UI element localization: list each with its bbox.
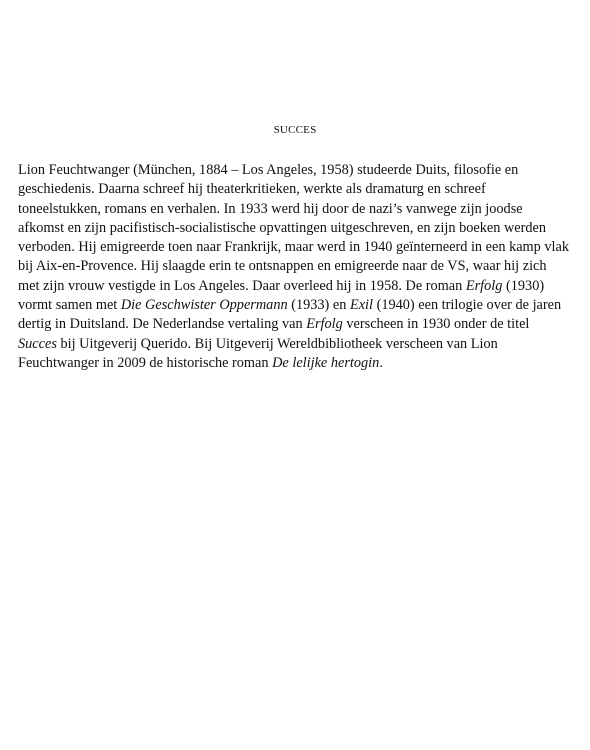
bio-text: (1930) vormt samen met — [18, 277, 545, 314]
book-title-erfolg-2: Erfolg — [306, 316, 343, 333]
author-biography — [18, 161, 570, 373]
book-title-geschwister-oppermann: Die Geschwister Oppermann — [120, 297, 288, 314]
bio-text: Lion Feuchtwanger (München, 1884 – Los Angeles, 1958) studeerde Duits, filosofie en geschiedenis. Daarna schreef hij theaterkritieken, werkte als dramaturg en schreef toneelstukken, romans en verhalen. In 1933 werd hij door de nazi’s vanwege zijn joodse afkomst en zijn pacifistisch-socialistische opvattingen uitgeschreven, en zijn boeken werden verboden. Hij emigreerde toen naar Frankrijk, maar werd in 1940 geïnterneerd in een kamp vlak bij Aix-en-Provence. Hij slaagde erin te ontsnappen en emigreerde naar de VS, waar hij zich met zijn vrouw vestigde in Los Angeles. Daar overleed hij in 1958. De roman — [18, 162, 570, 294]
book-title-succes: Succes — [18, 335, 57, 352]
bio-text: (1940) een trilogie over de jaren dertig in Duitsland. De Nederlandse vertaling van — [18, 297, 562, 333]
bio-text: verscheen in 1930 onder de titel — [342, 316, 530, 333]
book-title-exil: Exil — [349, 297, 373, 314]
bio-text: bij Uitgeverij Querido. Bij Uitgeverij Wereldbibliotheek verscheen van Lion Feuchtwanger in 2009 de historische roman — [18, 335, 498, 371]
book-title-erfolg: Erfolg — [465, 277, 503, 294]
bio-text: (1933) en — [287, 297, 350, 314]
book-title-lelijke-hertogin: De lelijke hertogin — [272, 354, 380, 371]
bio-text: . — [379, 354, 383, 371]
page-title: SUCCES — [273, 124, 317, 136]
